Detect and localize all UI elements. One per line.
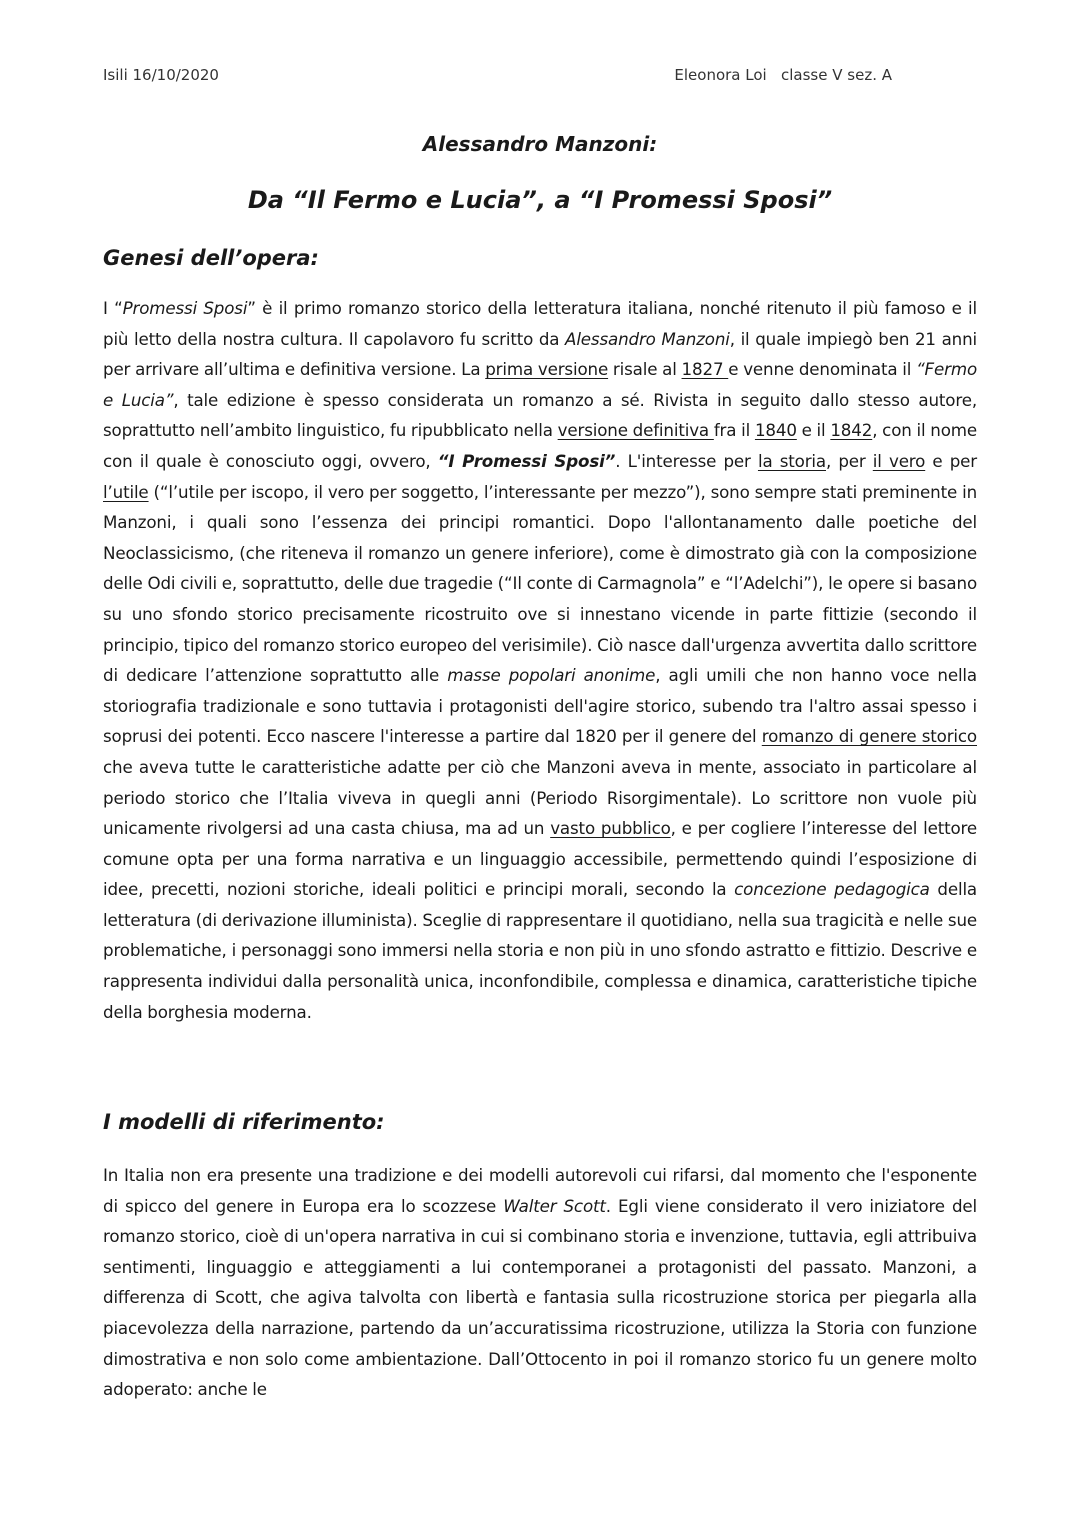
text-run: , per <box>825 450 873 471</box>
text-run-underlined: prima versione <box>485 359 609 380</box>
text-run: e venne denominata il <box>728 359 917 380</box>
section-heading-genesi: Genesi dell’opera: <box>103 246 319 270</box>
text-run: e il <box>796 420 831 441</box>
text-run: , il quale impiegò ben 21 anni per arrivare all’ultima e definitiva versione. La <box>103 328 977 380</box>
text-run-bold-italic: “I Promessi Sposi” <box>437 450 616 471</box>
text-run-underlined: vasto pubblico <box>550 818 671 839</box>
page-header <box>103 66 892 86</box>
text-run-italic: “Fermo e Lucia” <box>103 359 977 410</box>
text-run: risale al <box>608 359 682 380</box>
text-run-italic: Promessi Sposi <box>122 298 248 318</box>
paragraph-genesi <box>103 293 977 1027</box>
document-subtitle: Da “Il Fermo e Lucia”, a “I Promessi Sposi” <box>247 186 833 214</box>
text-run: che aveva tutte le caratteristiche adatte per ciò che Manzoni aveva in mente, associato in particolare al periodo storico che l’Italia viveva in quegli anni (Periodo Risorgimentale). Lo scrittore non vuole più unicamente rivolgersi ad una casta chiusa, ma ad un <box>103 756 977 839</box>
text-run: ” è il primo romanzo storico della letteratura italiana, nonché ritenuto il più famoso e il più letto della nostra cultura. Il capolavoro fu scritto da <box>103 298 977 349</box>
text-run: . Egli viene considerato il vero iniziatore del romanzo storico, cioè di un'opera narrativa in cui si combinano storia e invenzione, tuttavia, egli attribuiva sentimenti, linguaggio e atteggiamenti a lui contemporanei a protagonisti del passato. Manzoni, a differenza di Scott, che agiva talvolta con libertà e fantasia sulla ricostruzione storica per piegarla alla piacevolezza della narrazione, partendo da un’accuratissima ricostruzione, utilizza la Storia con funzione dimostrativa e non solo come ambientazione. Dall’Ottocento in poi il romanzo storico fu un genere molto adoperato: anche le <box>103 1195 977 1400</box>
text-run-underlined: la storia <box>757 450 826 471</box>
document-title: Alessandro Manzoni: <box>422 132 658 156</box>
text-run-underlined: 1842 <box>830 420 873 441</box>
text-run: della letteratura (di derivazione illuminista). Sceglie di rappresentare il quotidiano, nella sua tragicità e nelle sue problematiche, i personaggi sono immersi nella storia e non più in uno sfondo astratto e fittizio. Descrive e rappresenta individui dalla personalità unica, inconfondibile, complessa e dinamica, caratteristiche tipiche della borghesia moderna. <box>103 879 978 1022</box>
text-run: , tale edizione è spesso considerata un romanzo a sé. Rivista in seguito dallo stesso autore, soprattutto nell’ambito linguistico, fu ripubblicato nella <box>103 389 977 441</box>
text-run-italic: masse popolari anonime <box>447 665 656 686</box>
section-heading-modelli: I modelli di riferimento: <box>103 1110 385 1134</box>
text-run-italic: concezione pedagogica <box>734 879 930 900</box>
text-run: e per <box>925 450 977 471</box>
text-run: fra il <box>713 420 755 441</box>
text-run-underlined: il vero <box>872 450 926 471</box>
text-run: In Italia non era presente una tradizione e dei modelli autorevoli cui rifarsi, dal momento che l'esponente di spicco del genere in Europa era lo scozzese <box>103 1165 977 1216</box>
text-run-underlined: 1827 <box>681 359 729 380</box>
text-run-italic: Walter Scott <box>503 1195 606 1216</box>
text-run: (“l’utile per iscopo, il vero per soggetto, l’interessante per mezzo”), sono sempre stati preminente in Manzoni, i quali sono l’essenza dei principi romantici. Dopo l'allontanamento dalle poetiche del Neoclassicismo, (che riteneva il romanzo un genere inferiore), come è dimostrato già con la composizione delle Odi civili e, soprattutto, delle due tragedie (“Il conte di Carmagnola” e “l’Adelchi”), le opere si basano su uno sfondo storico precisamente ricostruito ove si innestano vicende in parte fittizie (secondo il principio, tipico del romanzo storico europeo del verisimile). Ciò nasce dall'urgenza avvertita dallo scrittore di dedicare l’attenzione soprattutto alle <box>103 481 977 686</box>
paragraph-modelli <box>103 1160 977 1405</box>
header-author-class: Eleonora Loi classe V sez. A <box>674 66 892 84</box>
text-run: , agli umili che non hanno voce nella storiografia tradizionale e sono tuttavia i protagonisti dell'agire storico, subendo tra l'altro assai spesso i soprusi dei potenti. Ecco nascere l'interesse a partire dal 1820 per il genere del <box>103 665 977 747</box>
header-place-date: Isili 16/10/2020 <box>103 66 219 84</box>
text-run-italic: Alessandro Manzoni <box>565 328 730 349</box>
text-run-underlined: versione definitiva <box>557 420 714 441</box>
text-run-underlined: romanzo di genere storico <box>761 726 977 747</box>
text-run: . L'interesse per <box>615 450 758 471</box>
text-run-underlined: 1840 <box>754 420 797 441</box>
text-run: I “ <box>103 298 123 318</box>
text-run-underlined: l’utile <box>103 481 149 502</box>
text-run: , e per cogliere l’interesse del lettore comune opta per una forma narrativa e un linguaggio accessibile, permettendo quindi l’esposizione di idee, precetti, nozioni storiche, ideali politici e principi morali, secondo la <box>103 818 978 900</box>
text-run: , con il nome con il quale è conosciuto oggi, ovvero, <box>103 420 977 471</box>
